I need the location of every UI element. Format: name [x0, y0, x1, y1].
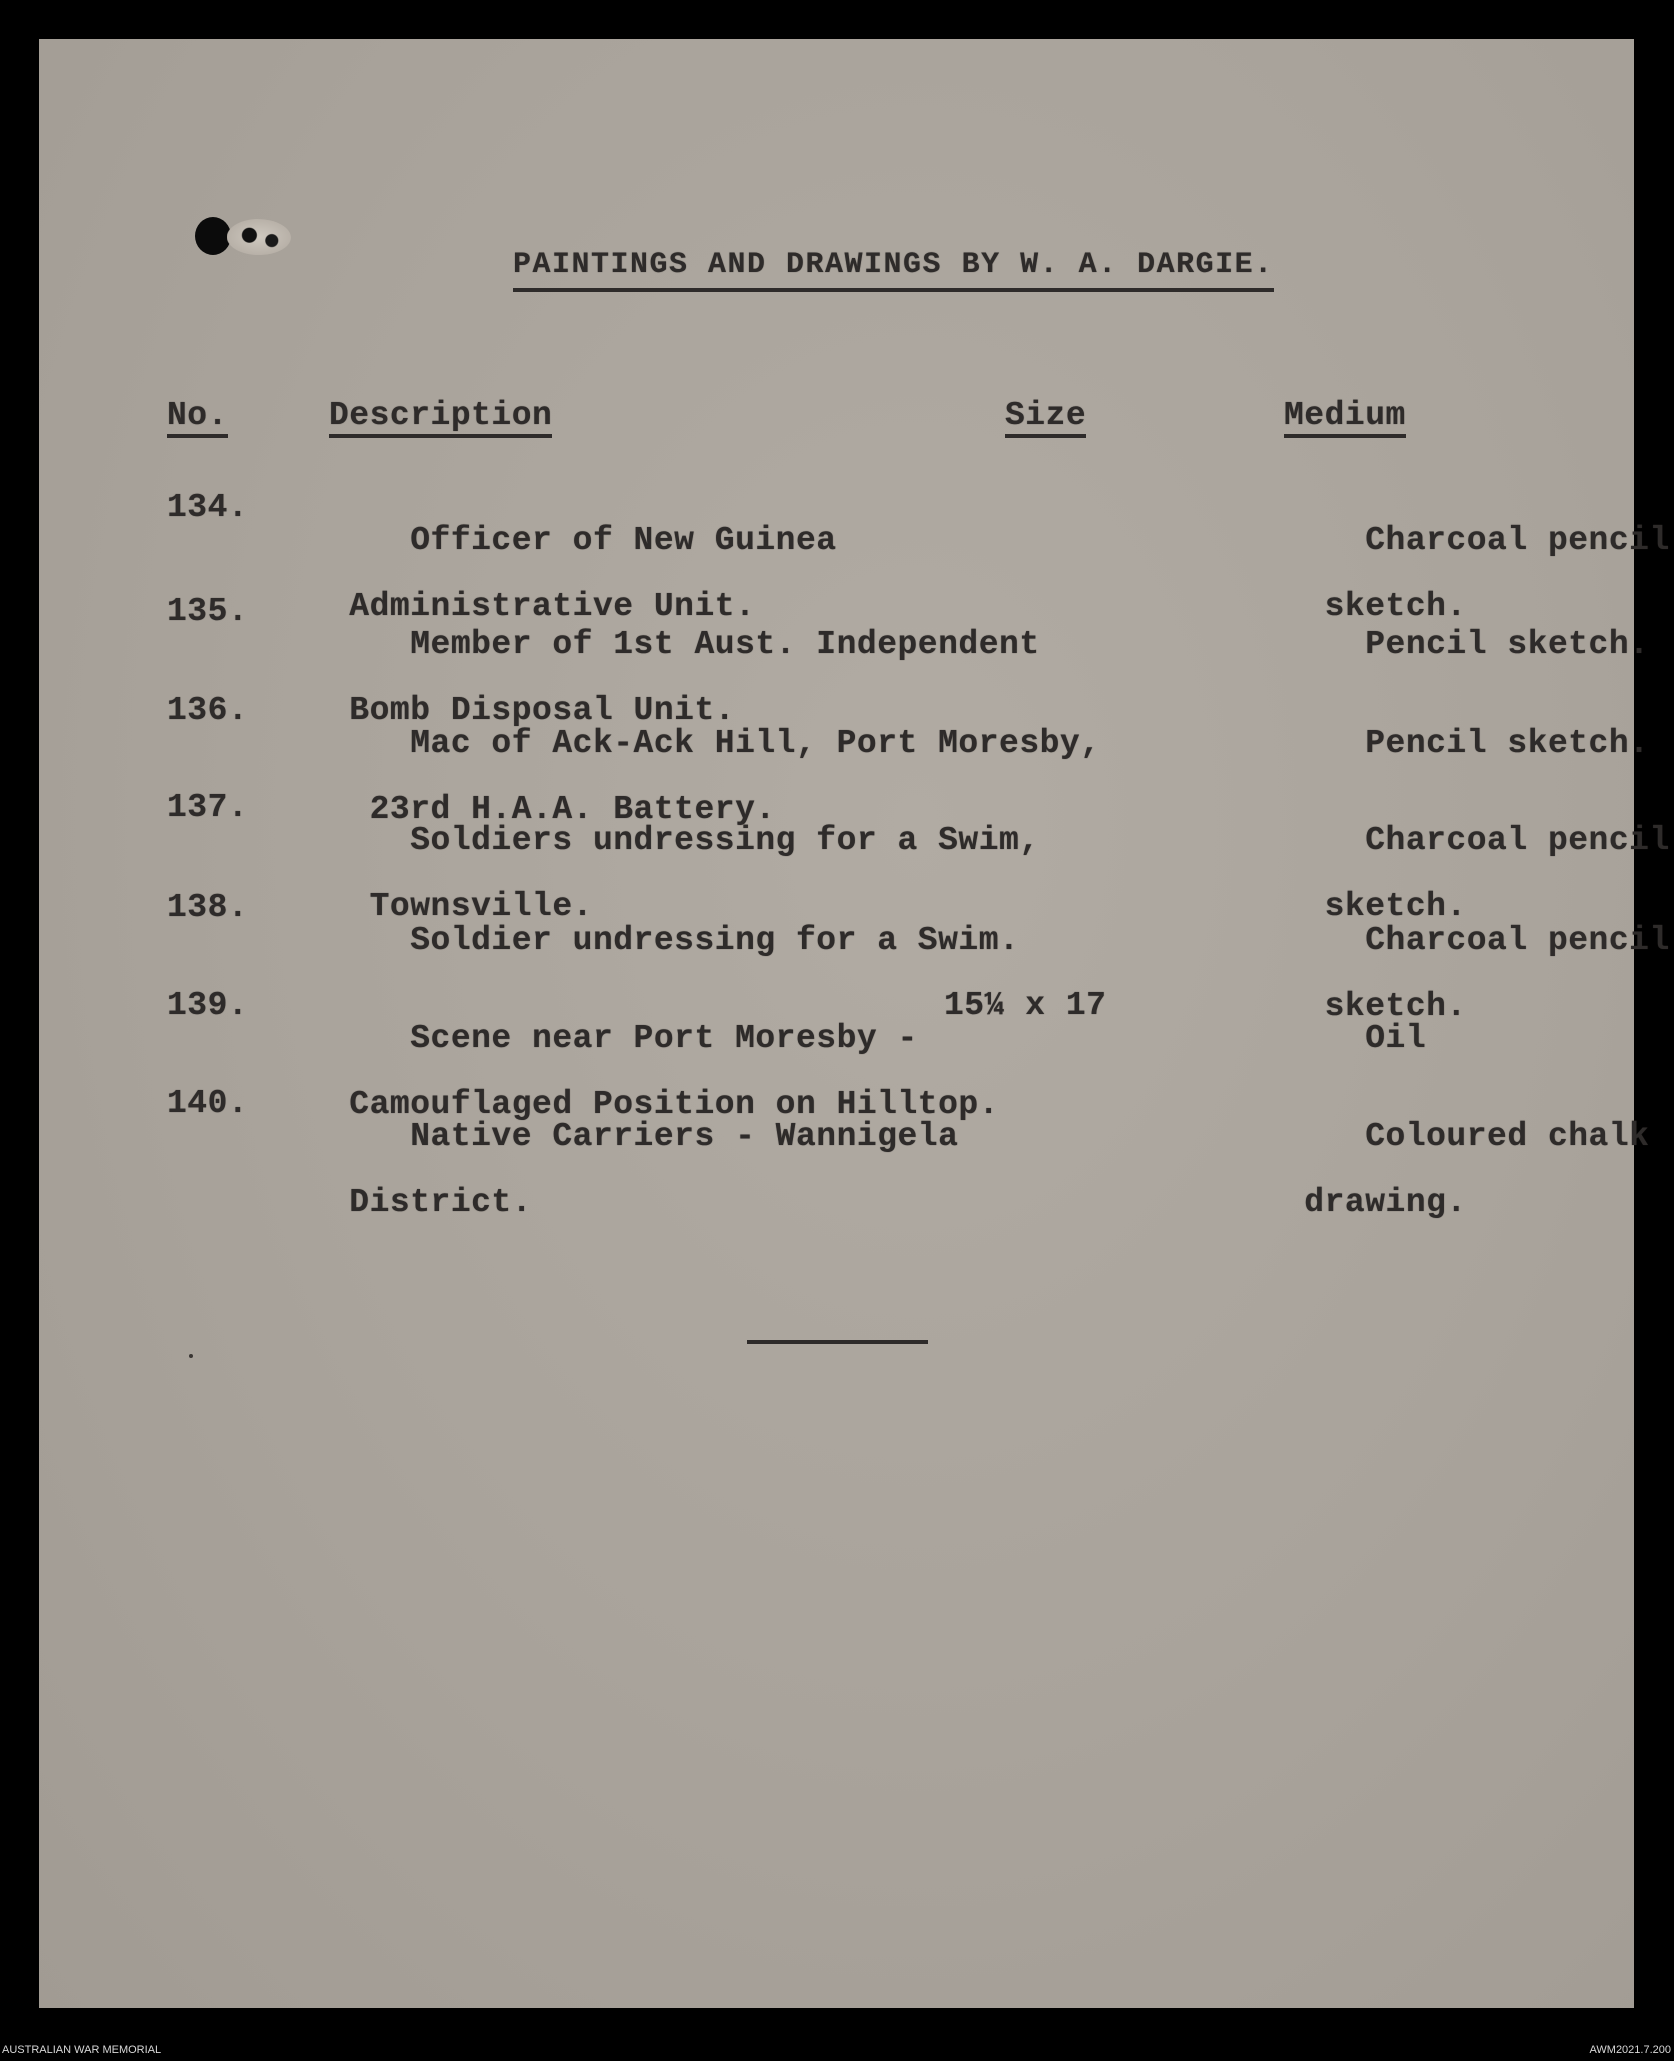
footer-accession-number: AWM2021.7.200 [1589, 2044, 1671, 2056]
item-number: 139. [167, 987, 249, 1024]
medium-line: sketch. [1284, 888, 1467, 925]
item-number: 137. [167, 789, 249, 826]
item-number: 134. [167, 489, 249, 526]
item-size: 15¼ x 17 [944, 987, 1107, 1024]
closing-rule [747, 1340, 928, 1344]
description-line: Bomb Disposal Unit. [329, 692, 736, 729]
medium-line: Charcoal pencil [1365, 922, 1670, 959]
medium-line: Pencil sketch. [1365, 626, 1650, 663]
footer-credit: AUSTRALIAN WAR MEMORIAL [2, 2044, 162, 2056]
item-medium [1284, 989, 1426, 1088]
description-line: 23rd H.A.A. Battery. [329, 791, 776, 828]
item-description [329, 891, 1019, 990]
document-page [39, 39, 1670, 2008]
punch-hole [195, 217, 231, 255]
item-number: 135. [167, 593, 249, 630]
header-no: No. [167, 399, 228, 438]
description-line: Soldiers undressing for a Swim, [410, 822, 1040, 859]
medium-line: sketch. [1284, 588, 1467, 625]
item-number: 138. [167, 889, 249, 926]
description-line: Camouflaged Position on Hilltop. [329, 1086, 1000, 1123]
item-medium [1284, 595, 1649, 694]
header-description: Description [329, 399, 552, 438]
medium-line: Charcoal pencil [1365, 522, 1670, 559]
item-medium [1284, 694, 1649, 793]
description-line: Townsville. [329, 888, 593, 925]
description-line: Scene near Port Moresby - [410, 1020, 918, 1057]
header-medium: Medium [1284, 399, 1406, 438]
description-line: District. [329, 1184, 533, 1221]
item-medium [1284, 1087, 1649, 1285]
ink-smudge [189, 1354, 193, 1358]
description-line: Member of 1st Aust. Independent [410, 626, 1040, 663]
medium-line: sketch. [1284, 988, 1467, 1025]
item-number: 136. [167, 692, 249, 729]
medium-line: Pencil sketch. [1365, 725, 1650, 762]
torn-paper-mark [227, 219, 291, 255]
description-line: Officer of New Guinea [410, 522, 837, 559]
description-line: Mac of Ack-Ack Hill, Port Moresby, [410, 725, 1101, 762]
medium-line: Coloured chalk [1365, 1118, 1650, 1155]
description-line: Soldier undressing for a Swim. [410, 922, 1020, 959]
medium-line: drawing. [1284, 1184, 1467, 1221]
document-title: PAINTINGS AND DRAWINGS BY W. A. DARGIE. [513, 249, 1274, 292]
description-line: Native Carriers - Wannigela [410, 1118, 959, 1155]
medium-line: Oil [1365, 1020, 1427, 1057]
medium-line: Charcoal pencil [1365, 822, 1670, 859]
header-size: Size [1005, 399, 1086, 438]
description-line: Administrative Unit. [329, 588, 756, 625]
item-description [329, 1087, 958, 1285]
item-number: 140. [167, 1085, 249, 1122]
